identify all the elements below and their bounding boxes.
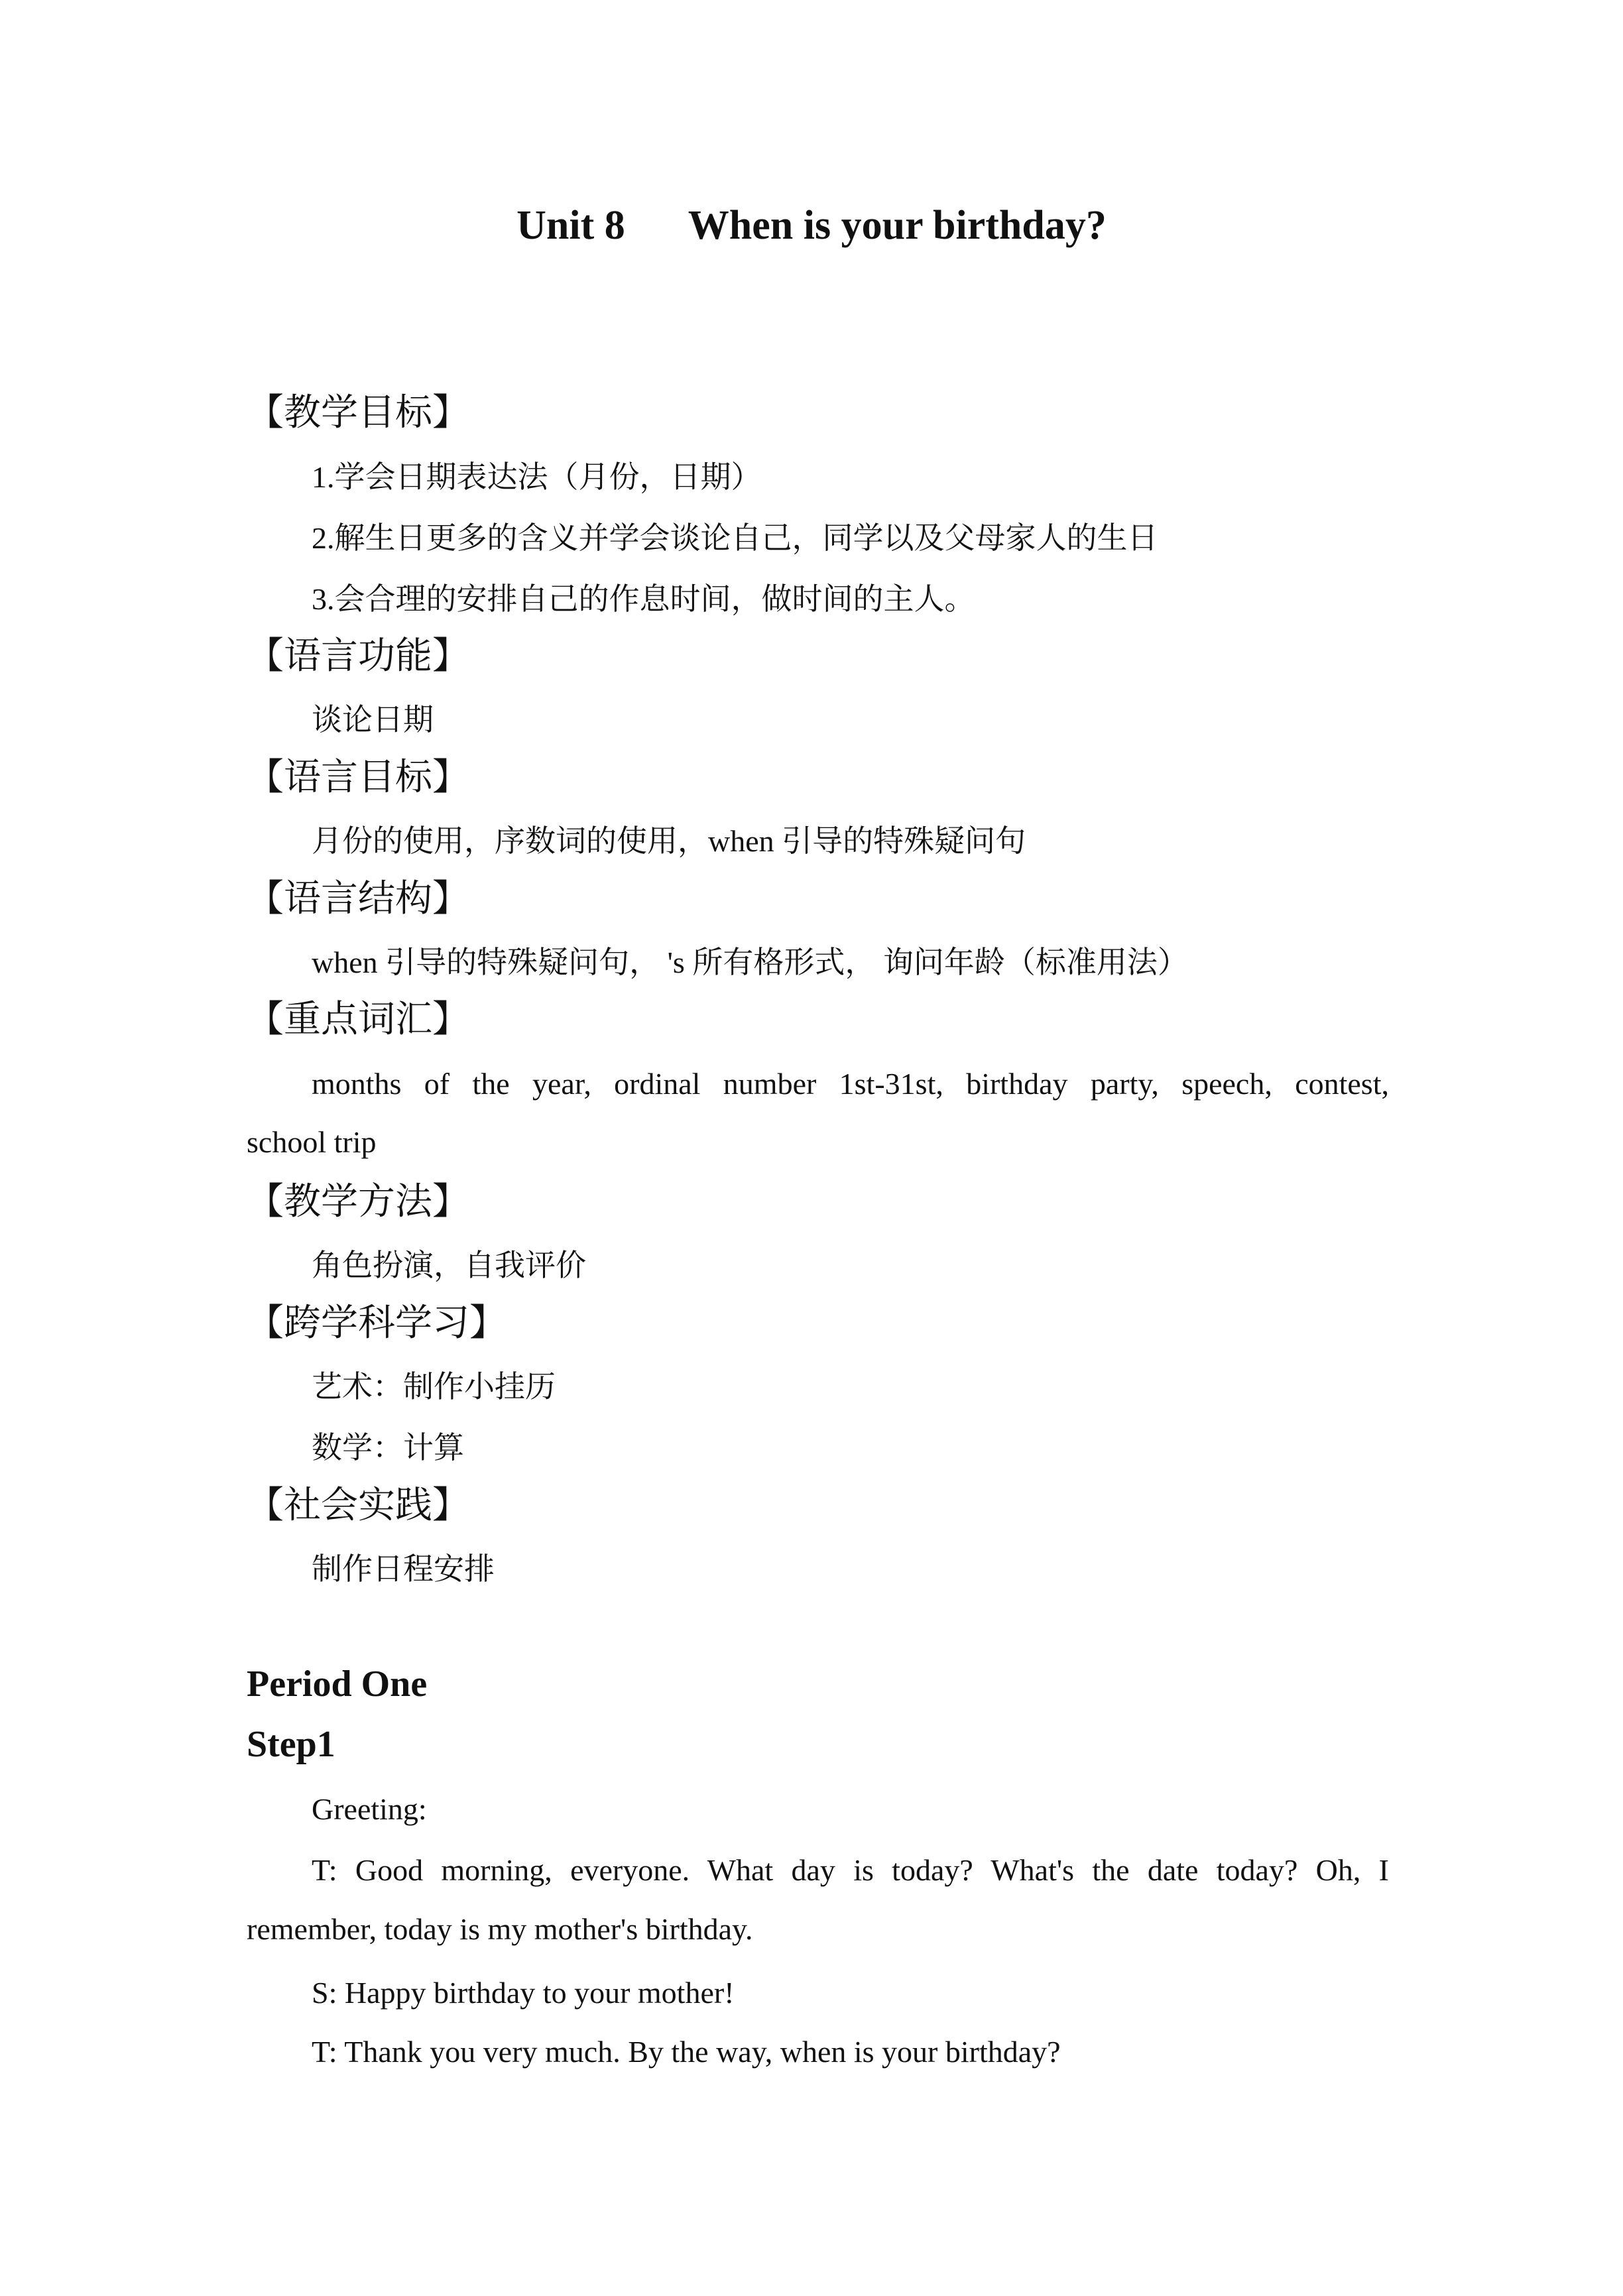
heading-social-practice: 【社会实践】 <box>247 1485 469 1526</box>
dialogue-teacher-1-line-2: remember, today is my mother's birthday. <box>247 1912 753 1946</box>
title-question: When is your birthday? <box>688 203 1107 248</box>
page-title <box>0 202 1623 249</box>
goals-text: 月份的使用，序数词的使用，when 引导的特殊疑问句 <box>312 824 1026 858</box>
dialogue-teacher-1-line-1: T: Good morning, everyone. What day is today? What's the date today? Oh, I <box>312 1853 1389 1887</box>
dialogue-student-1: S: Happy birthday to your mother! <box>312 1976 735 2010</box>
period-title: Period One <box>247 1663 428 1705</box>
vocabulary-line-2: school trip <box>247 1125 377 1159</box>
heading-cross-subject: 【跨学科学习】 <box>247 1303 507 1344</box>
dialogue-teacher-2: T: Thank you very much. By the way, when is your birthday? <box>312 2035 1061 2069</box>
heading-goals: 【语言目标】 <box>247 757 469 798</box>
cross-subject-math: 数学：计算 <box>312 1431 464 1465</box>
cross-subject-art: 艺术：制作小挂历 <box>312 1370 556 1404</box>
methods-text: 角色扮演，自我评价 <box>312 1248 586 1282</box>
objective-3: 3.会合理的安排自己的作息时间，做时间的主人。 <box>312 582 975 616</box>
heading-methods: 【教学方法】 <box>247 1181 469 1223</box>
objective-2: 2.解生日更多的含义并学会谈论自己，同学以及父母家人的生日 <box>312 521 1158 555</box>
greeting-label: Greeting: <box>312 1792 427 1826</box>
vocabulary-line-1: months of the year, ordinal number 1st-31st, birthday party, speech, contest, <box>312 1067 1389 1101</box>
heading-vocabulary: 【重点词汇】 <box>247 999 469 1040</box>
social-practice-text: 制作日程安排 <box>312 1552 495 1586</box>
objective-1: 1.学会日期表达法（月份，日期） <box>312 460 762 494</box>
heading-objectives: 【教学目标】 <box>247 393 469 434</box>
title-unit: Unit 8 <box>516 203 625 248</box>
heading-structure: 【语言结构】 <box>247 878 469 920</box>
step-title: Step1 <box>247 1724 335 1765</box>
structure-text: when 引导的特殊疑问句， 's 所有格形式， 询问年龄（标准用法） <box>312 945 1188 979</box>
heading-function: 【语言功能】 <box>247 636 469 677</box>
function-text: 谈论日期 <box>312 703 434 737</box>
